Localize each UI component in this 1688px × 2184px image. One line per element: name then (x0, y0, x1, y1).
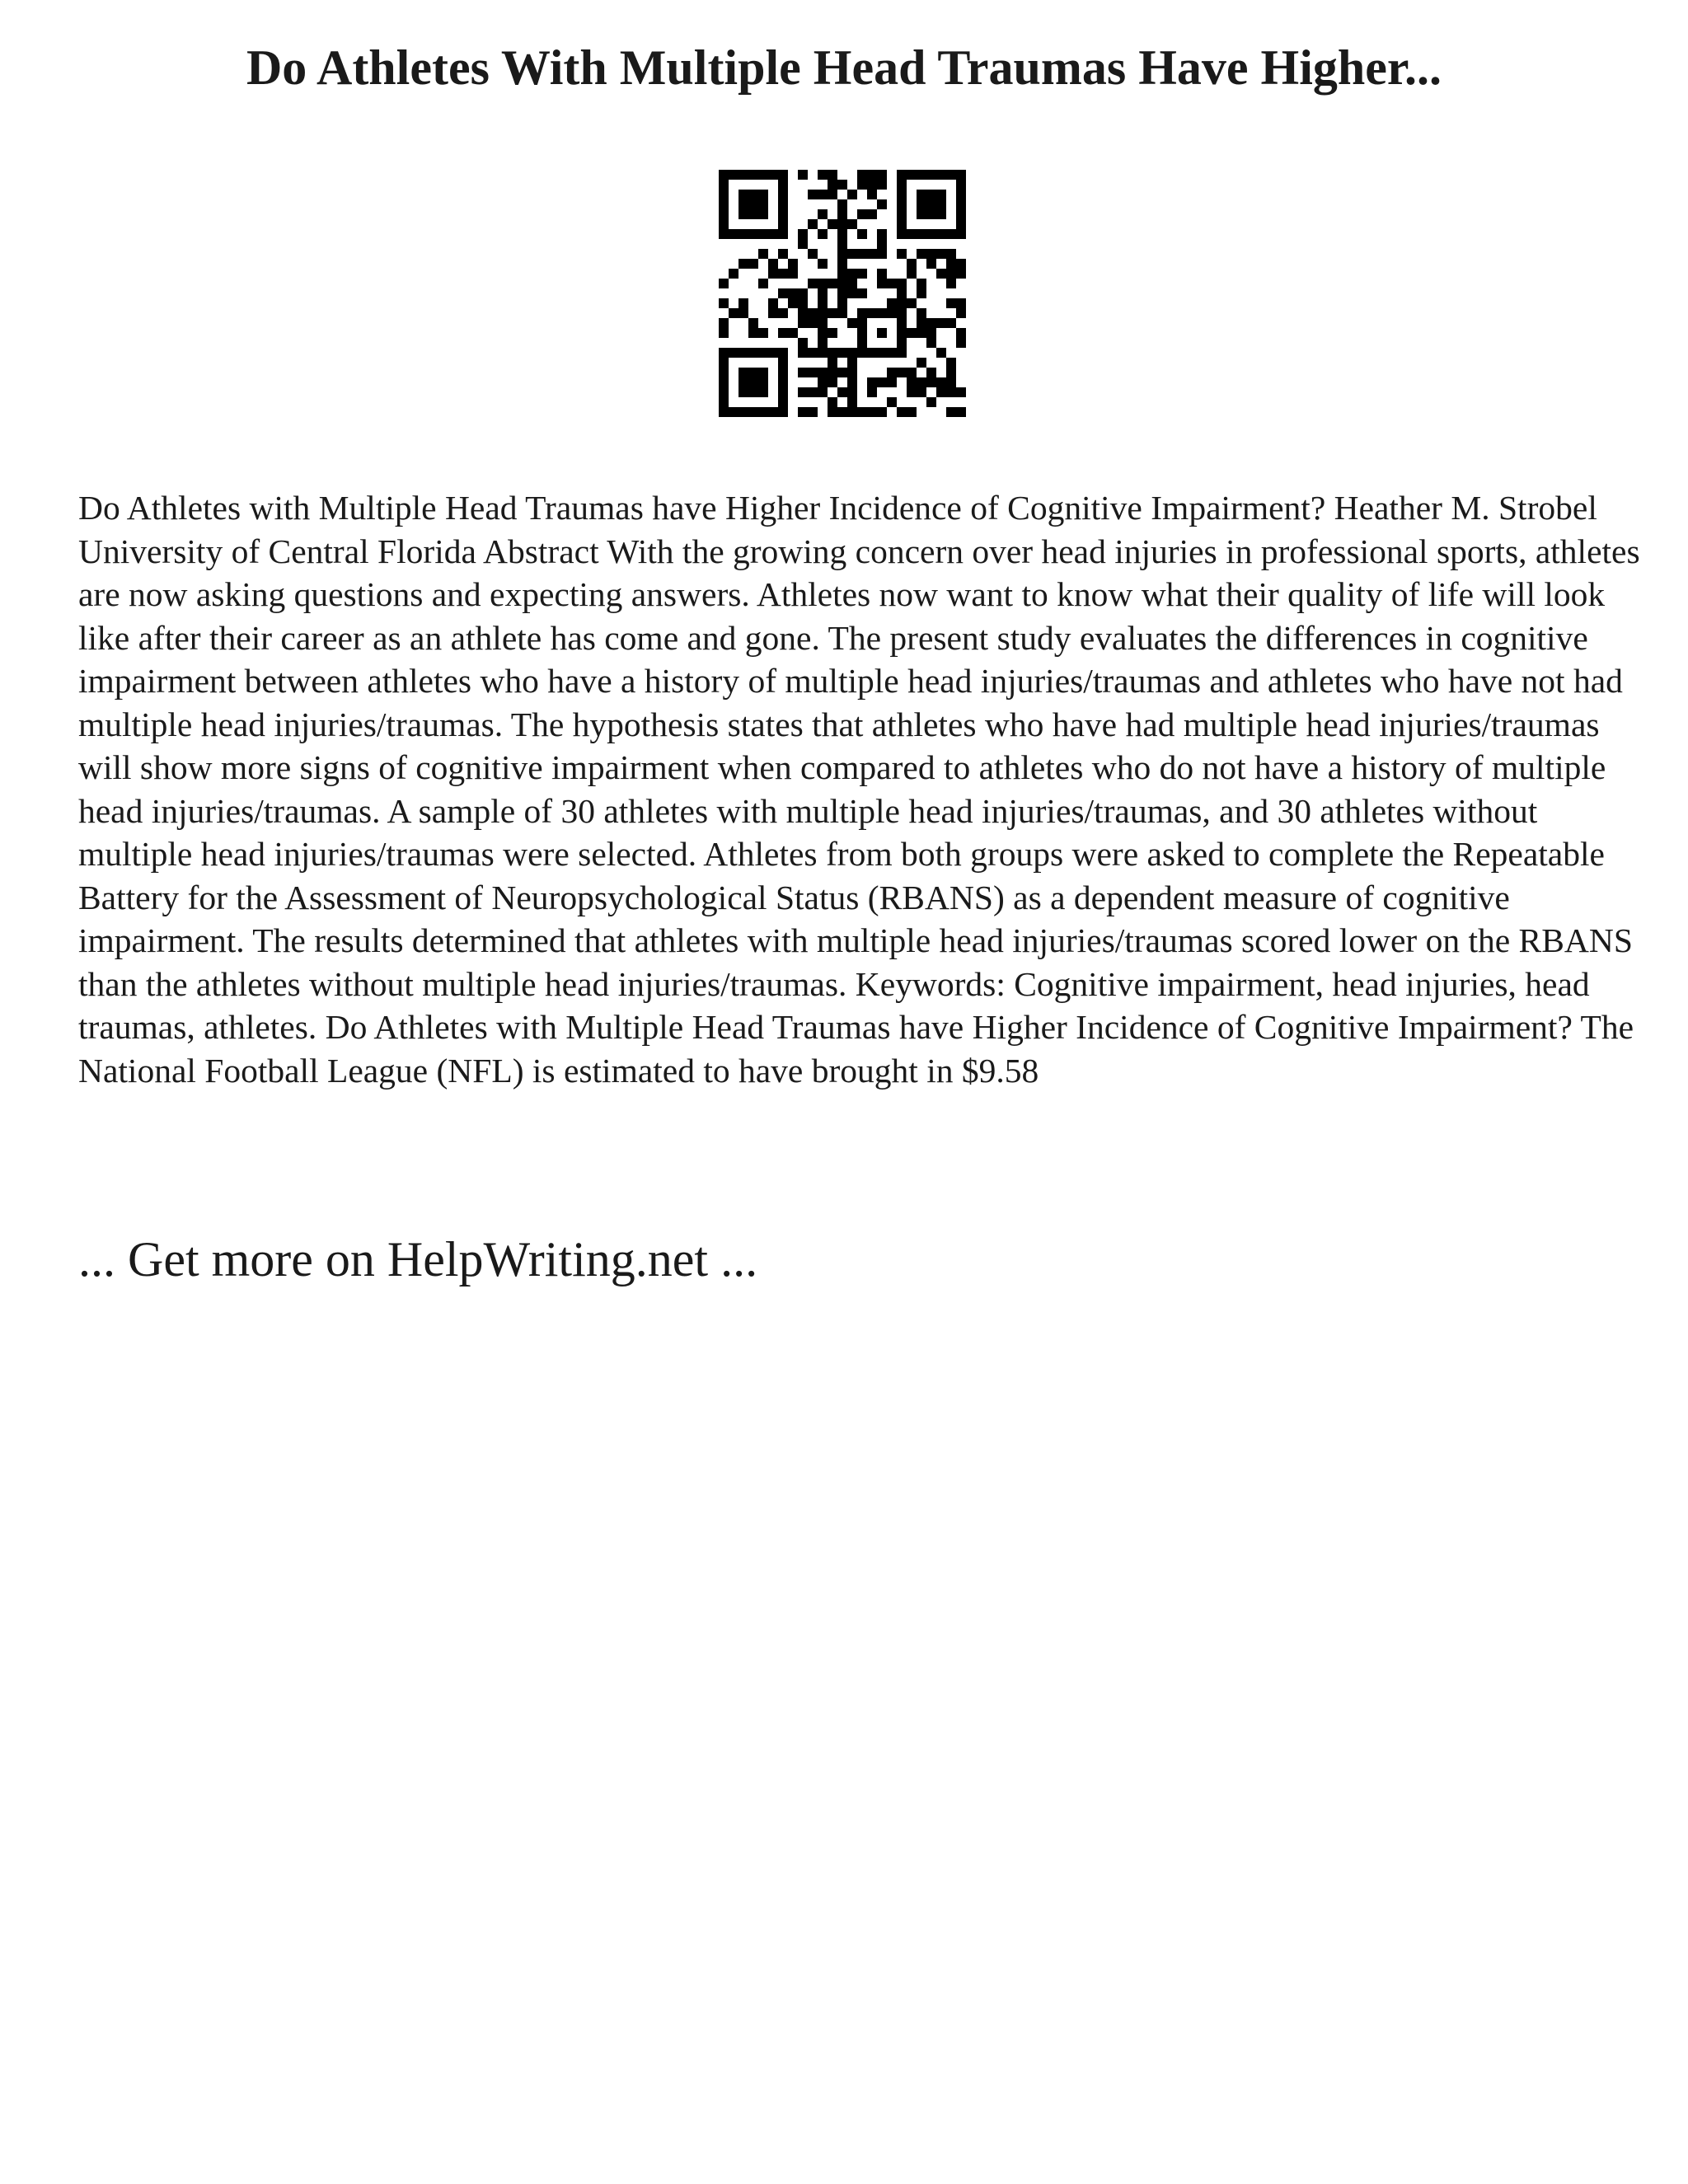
qr-code-icon (719, 170, 966, 417)
document-title: Do Athletes With Multiple Head Traumas Have Higher... (246, 40, 1442, 95)
document-body: Do Athletes with Multiple Head Traumas have Higher Incidence of Cognitive Impairment? Heather M. Strobel University of Central Florida Abstract With the growing concern over head injuries in professional sports, athletes are now asking questions and expecting answers. Athletes now want to know what their quality of life will look like after their career as an athlete has come and gone. The present study evaluates the differences in cognitive impairment between athletes who have a history of multiple head injuries/traumas and athletes who have not had multiple head injuries/traumas. The hypothesis states that athletes who have had multiple head injuries/traumas will show more signs of cognitive impairment when compared to athletes who do not have a history of multiple head injuries/traumas. A sample of 30 athletes with multiple head injuries/traumas, and 30 athletes without multiple head injuries/traumas were selected. Athletes from both groups were asked to complete the Repeatable Battery for the Assessment of Neuropsychological Status (RBANS) as a dependent measure of cognitive impairment. The results determined that athletes with multiple head injuries/traumas scored lower on the RBANS than the athletes without multiple head injuries/traumas. Keywords: Cognitive impairment, head injuries, head traumas, athletes. Do Athletes with Multiple Head Traumas have Higher Incidence of Cognitive Impairment? The National Football League (NFL) is estimated to have brought in $9.58 (78, 489, 1640, 1090)
helpwriting-link[interactable]: ... Get more on HelpWriting.net ... (78, 1232, 758, 1286)
